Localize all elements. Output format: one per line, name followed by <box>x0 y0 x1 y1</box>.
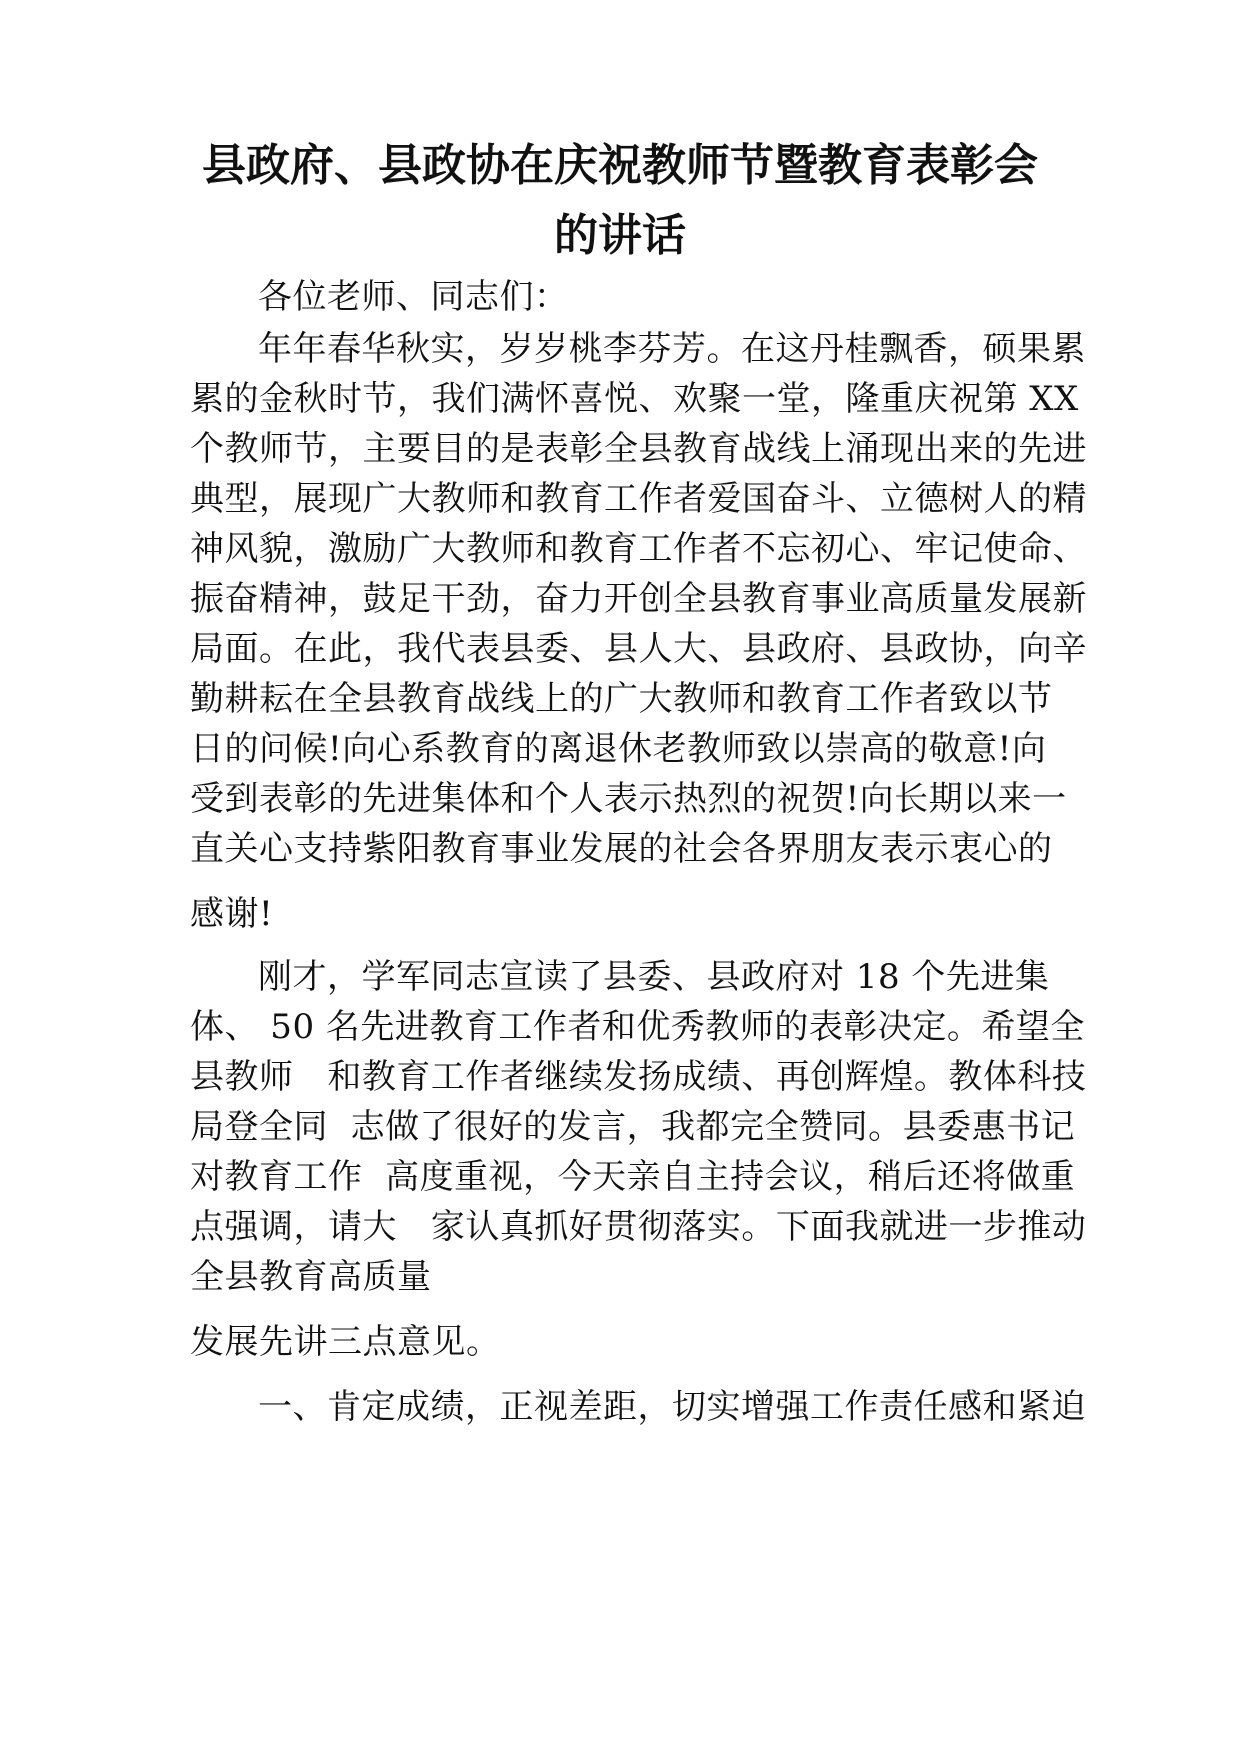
paragraph-line: 神风貌，激励广大教师和教育工作者不忘初心、牢记使命、 <box>190 529 1087 569</box>
paragraph-line: 发展先讲三点意见。 <box>190 1322 501 1362</box>
paragraph-line: 直关心支持紫阳教育事业发展的社会各界朋友表示衷心的 <box>190 829 1053 869</box>
salutation: 各位老师、同志们： <box>258 277 569 317</box>
paragraph-line: 局面。在此，我代表县委、县人大、县政府、县政协，向辛 <box>190 629 1087 669</box>
paragraph-line: 勤耕耘在全县教育战线上的广大教师和教育工作者致以节 <box>190 679 1053 719</box>
paragraph-line: 县教师 和教育工作者继续发扬成绩、再创辉煌。教体科技 <box>190 1057 1087 1097</box>
document-title-line-2: 的讲话 <box>554 210 686 261</box>
paragraph-line: 全县教育高质量 <box>190 1257 432 1297</box>
paragraph-line: 体、 50 名先进教育工作者和优秀教师的表彰决定。希望全 <box>190 1007 1085 1047</box>
paragraph-line: 感谢! <box>190 894 274 934</box>
section-heading-1: 一、肯定成绩，正视差距，切实增强工作责任感和紧迫 <box>258 1387 1086 1427</box>
paragraph-line: 局登全同 志做了很好的发言，我都完全赞同。县委惠书记 <box>190 1107 1076 1147</box>
paragraph-line: 年年春华秋实，岁岁桃李芬芳。在这丹桂飘香，硕果累 <box>258 329 1086 369</box>
paragraph-line: 日的问候!向心系教育的离退休老教师致以崇高的敬意!向 <box>190 729 1047 769</box>
paragraph-line: 典型，展现广大教师和教育工作者爱国奋斗、立德树人的精 <box>190 479 1087 519</box>
paragraph-line: 刚才，学军同志宣读了县委、县政府对 18 个先进集 <box>258 957 1050 997</box>
document-title-line-1: 县政府、县政协在庆祝教师节暨教育表彰会 <box>202 140 1038 191</box>
paragraph-line: 受到表彰的先进集体和个人表示热烈的祝贺!向长期以来一 <box>190 779 1067 819</box>
paragraph-line: 振奋精神，鼓足干劲，奋力开创全县教育事业高质量发展新 <box>190 579 1087 619</box>
paragraph-line: 个教师节，主要目的是表彰全县教育战线上涌现出来的先进 <box>190 429 1087 469</box>
paragraph-line: 对教育工作 高度重视，今天亲自主持会议，稍后还将做重 <box>190 1157 1076 1197</box>
paragraph-line: 点强调，请大 家认真抓好贯彻落实。下面我就进一步推动 <box>190 1207 1087 1247</box>
paragraph-line: 累的金秋时节，我们满怀喜悦、欢聚一堂，隆重庆祝第 XX <box>190 379 1079 419</box>
